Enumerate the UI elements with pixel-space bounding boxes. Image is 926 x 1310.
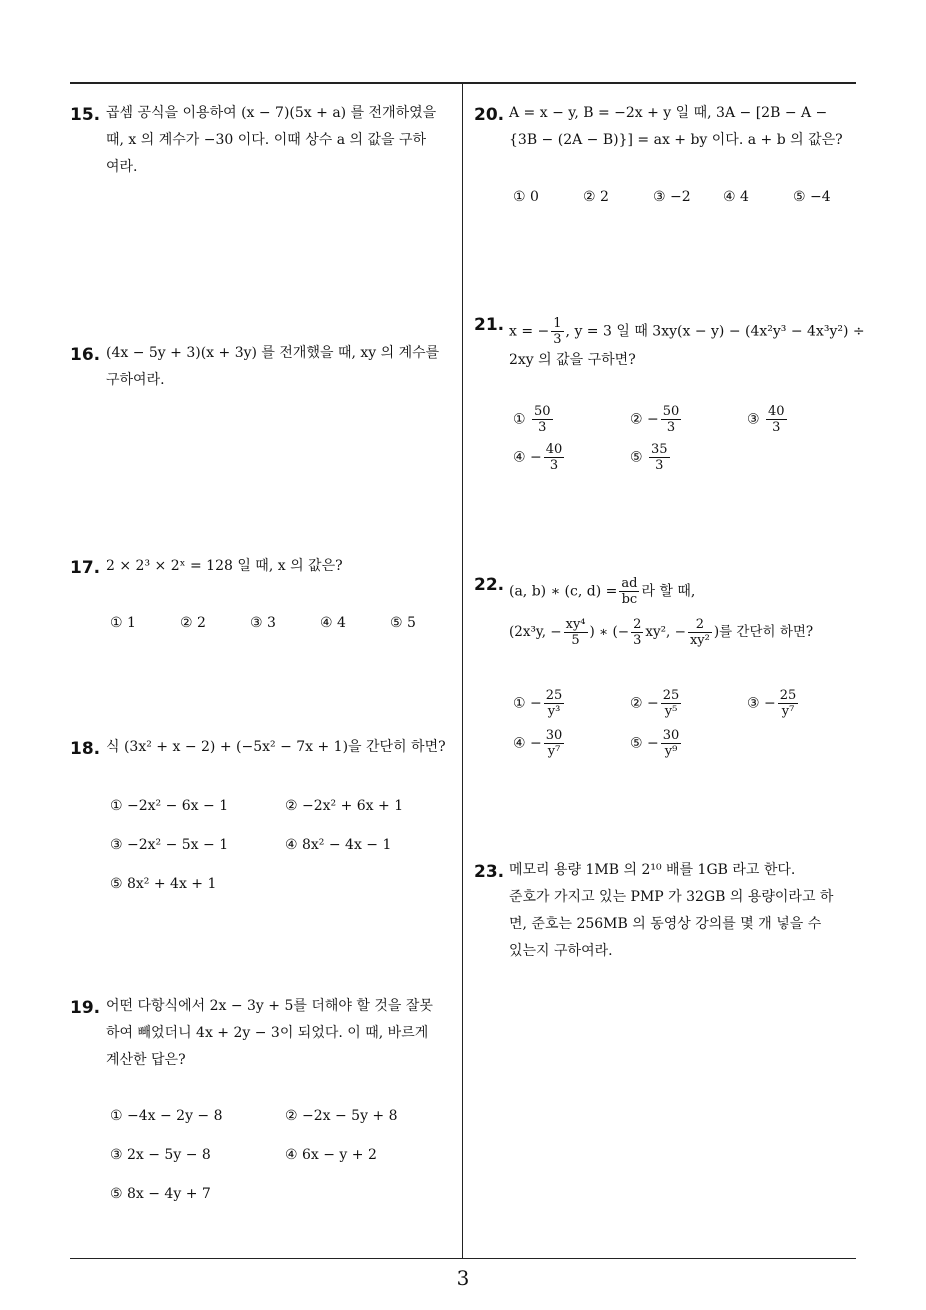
question-number: 19. (70, 998, 101, 1018)
question-number: 17. (70, 558, 101, 578)
question-text: 여라. (106, 159, 138, 175)
question-text: x = − (509, 323, 550, 340)
question-text: 메모리 용량 1MB 의 2¹⁰ 배를 1GB 라고 한다. (509, 862, 796, 878)
question-number: 21. (474, 315, 505, 335)
question-text: 2 × 2³ × 2ˣ = 128 일 때, x 의 값은? (106, 558, 343, 574)
question-text: 때, x 의 계수가 −30 이다. 이때 상수 a 의 값을 구하 (106, 132, 427, 148)
answer-option[interactable]: ⑤ 5 (390, 615, 416, 631)
question-text: 곱셈 공식을 이용하여 (x − 7)(5x + a) 를 전개하였을 (106, 105, 437, 121)
top-rule (70, 82, 856, 84)
question-number: 22. (474, 575, 505, 595)
answer-option[interactable]: ③ −2 (653, 189, 691, 205)
answer-option[interactable]: ② −2x² + 6x + 1 (285, 798, 404, 814)
question-text: ) ∗ (− (589, 624, 630, 640)
answer-option[interactable]: ⑤ $\frac{35}{3}$ (630, 442, 668, 473)
page-number: 3 (456, 1266, 470, 1290)
answer-option[interactable]: ① −2x² − 6x − 1 (110, 798, 229, 814)
question-text: (2x³y, − (509, 624, 562, 640)
question-text: 식 (3x² + x − 2) + (−5x² − 7x + 1)을 간단히 하면? (106, 739, 446, 755)
answer-option[interactable]: ① $\frac{50}{3}$ (513, 404, 551, 435)
question-number: 23. (474, 862, 505, 882)
answer-option[interactable]: ① −4x − 2y − 8 (110, 1108, 223, 1124)
question-text: 라 할 때, (641, 583, 696, 600)
answer-option[interactable]: ④ 6x − y + 2 (285, 1147, 377, 1163)
answer-option[interactable]: ⑤ 8x − 4y + 7 (110, 1186, 211, 1202)
answer-option[interactable]: ④ 8x² − 4x − 1 (285, 837, 392, 853)
question-text: 준호가 가지고 있는 PMP 가 32GB 의 용량이라고 하 (509, 889, 834, 905)
answer-option[interactable]: ① 1 (110, 615, 136, 631)
answer-option[interactable]: ③ 2x − 5y − 8 (110, 1147, 211, 1163)
fraction: $\frac{2}{\text{xy²}}$ (689, 617, 710, 648)
question-number: 20. (474, 105, 505, 125)
answer-option[interactable]: ③ 3 (250, 615, 276, 631)
answer-option[interactable]: ⑤ −4 (793, 189, 831, 205)
answer-option[interactable]: ③ $\frac{40}{3}$ (747, 404, 785, 435)
answer-option[interactable]: ③ −2x² − 5x − 1 (110, 837, 229, 853)
question-text: 계산한 답은? (106, 1052, 186, 1068)
answer-option[interactable]: ③ − $\frac{25}{\text{y⁷}}$ (747, 688, 797, 719)
answer-option[interactable]: ② − $\frac{50}{3}$ (630, 404, 680, 435)
answer-option[interactable]: ① − $\frac{25}{\text{y³}}$ (513, 688, 563, 719)
question-number: 16. (70, 345, 101, 365)
fraction: $\frac{ad}{bc}$ (621, 576, 638, 607)
question-number: 18. (70, 739, 101, 759)
answer-option[interactable]: ⑤ − $\frac{30}{\text{y⁹}}$ (630, 728, 680, 759)
answer-option[interactable]: ② 2 (180, 615, 206, 631)
fraction: $\frac{1}{3}$ (553, 316, 562, 347)
question-text: , y = 3 일 때 3xy(x − y) − (4x²y³ − 4x³y²) ÷ (565, 323, 865, 340)
question-text: {3B − (2A − B)}] = ax + by 이다. a + b 의 값은? (509, 132, 843, 148)
answer-option[interactable]: ⑤ 8x² + 4x + 1 (110, 876, 217, 892)
question-text: A = x − y, B = −2x + y 일 때, 3A − [2B − A − (509, 105, 828, 121)
question-text: (a, b) ∗ (c, d) = (509, 583, 618, 600)
question-text: 하여 빼었더니 4x + 2y − 3이 되었다. 이 때, 바르게 (106, 1025, 429, 1041)
question-text: (4x − 5y + 3)(x + 3y) 를 전개했을 때, xy 의 계수를 (106, 345, 440, 361)
answer-option[interactable]: ④ 4 (723, 189, 749, 205)
question-text: 어떤 다항식에서 2x − 3y + 5를 더해야 할 것을 잘못 (106, 998, 433, 1014)
answer-option[interactable]: ② −2x − 5y + 8 (285, 1108, 398, 1124)
answer-option[interactable]: ② − $\frac{25}{\text{y⁵}}$ (630, 688, 680, 719)
answer-option[interactable]: ① 0 (513, 189, 539, 205)
fraction: $\frac{2}{3}$ (633, 617, 642, 648)
answer-option[interactable]: ② 2 (583, 189, 609, 205)
question-text: 구하여라. (106, 372, 165, 388)
question-text: 있는지 구하여라. (509, 943, 613, 959)
bottom-rule (70, 1258, 856, 1259)
column-divider (462, 84, 463, 1258)
question-text: 2xy 의 값을 구하면? (509, 352, 636, 368)
question-text: xy², − (645, 624, 686, 640)
question-number: 15. (70, 105, 101, 125)
question-text: )를 간단히 하면? (713, 624, 814, 640)
answer-option[interactable]: ④ 4 (320, 615, 346, 631)
fraction: $\frac{\text{xy⁴}}{5}$ (565, 617, 586, 648)
answer-option[interactable]: ④ − $\frac{40}{3}$ (513, 442, 563, 473)
answer-option[interactable]: ④ − $\frac{30}{\text{y⁷}}$ (513, 728, 563, 759)
question-text: 면, 준호는 256MB 의 동영상 강의를 몇 개 넣을 수 (509, 916, 822, 932)
